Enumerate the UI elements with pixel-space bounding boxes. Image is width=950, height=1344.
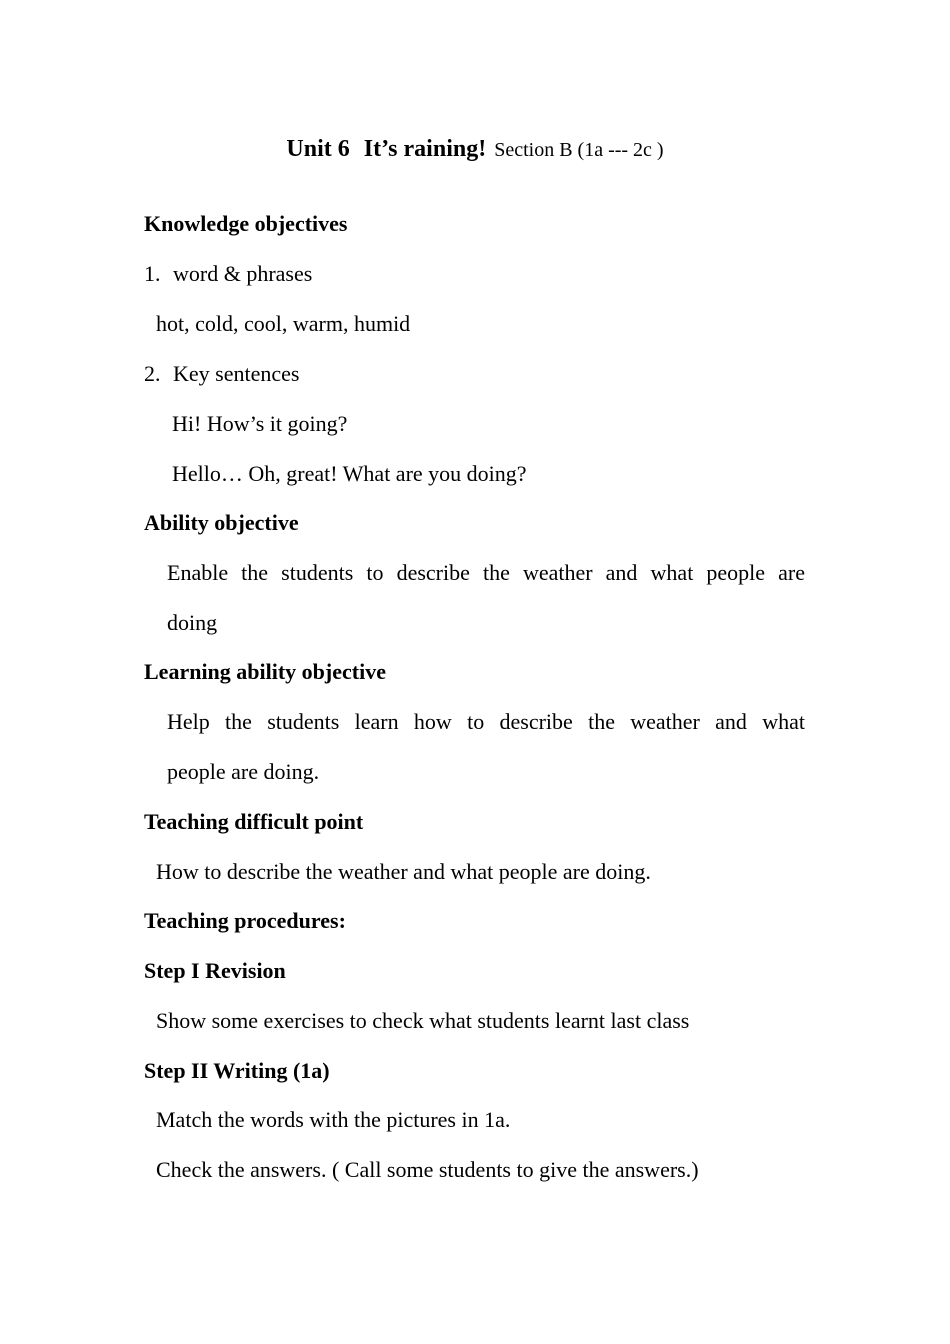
key-sentence-1: Hi! How’s it going? [172,411,348,436]
step1-heading: Step I Revision [144,958,286,983]
words-list: hot, cold, cool, warm, humid [156,311,411,336]
item-label: Key sentences [173,361,300,386]
step1-text: Show some exercises to check what students learnt last class [156,1008,690,1033]
item-number: 2. [144,361,161,386]
learning-text-line-1: Help the students learn how to describe the weather and what [167,709,805,734]
learning-heading: Learning ability objective [144,659,386,684]
knowledge-heading: Knowledge objectives [144,211,348,236]
difficult-heading: Teaching difficult point [144,809,364,834]
ability-text-line-1: Enable the students to describe the weather and what people are [167,560,805,585]
difficult-text: How to describe the weather and what people are doing. [156,859,651,884]
step2-text-2: Check the answers. ( Call some students to give the answers.) [156,1157,699,1182]
ability-text-line-2: doing [167,610,218,635]
document-title [0,133,950,168]
title-section: Section B (1a --- 2c ) [494,139,664,161]
item-label: word & phrases [173,261,313,286]
step2-text-1: Match the words with the pictures in 1a. [156,1107,511,1132]
ability-heading: Ability objective [144,510,299,535]
knowledge-item-1 [144,260,312,288]
learning-text-line-2: people are doing. [167,759,320,784]
title-name: It’s raining! [363,136,487,162]
step2-heading: Step II Writing (1a) [144,1058,330,1083]
key-sentence-2: Hello… Oh, great! What are you doing? [172,461,527,486]
item-number: 1. [144,261,161,286]
knowledge-item-2 [144,360,299,388]
procedures-heading: Teaching procedures: [144,908,346,933]
title-unit: Unit 6 [286,136,350,162]
